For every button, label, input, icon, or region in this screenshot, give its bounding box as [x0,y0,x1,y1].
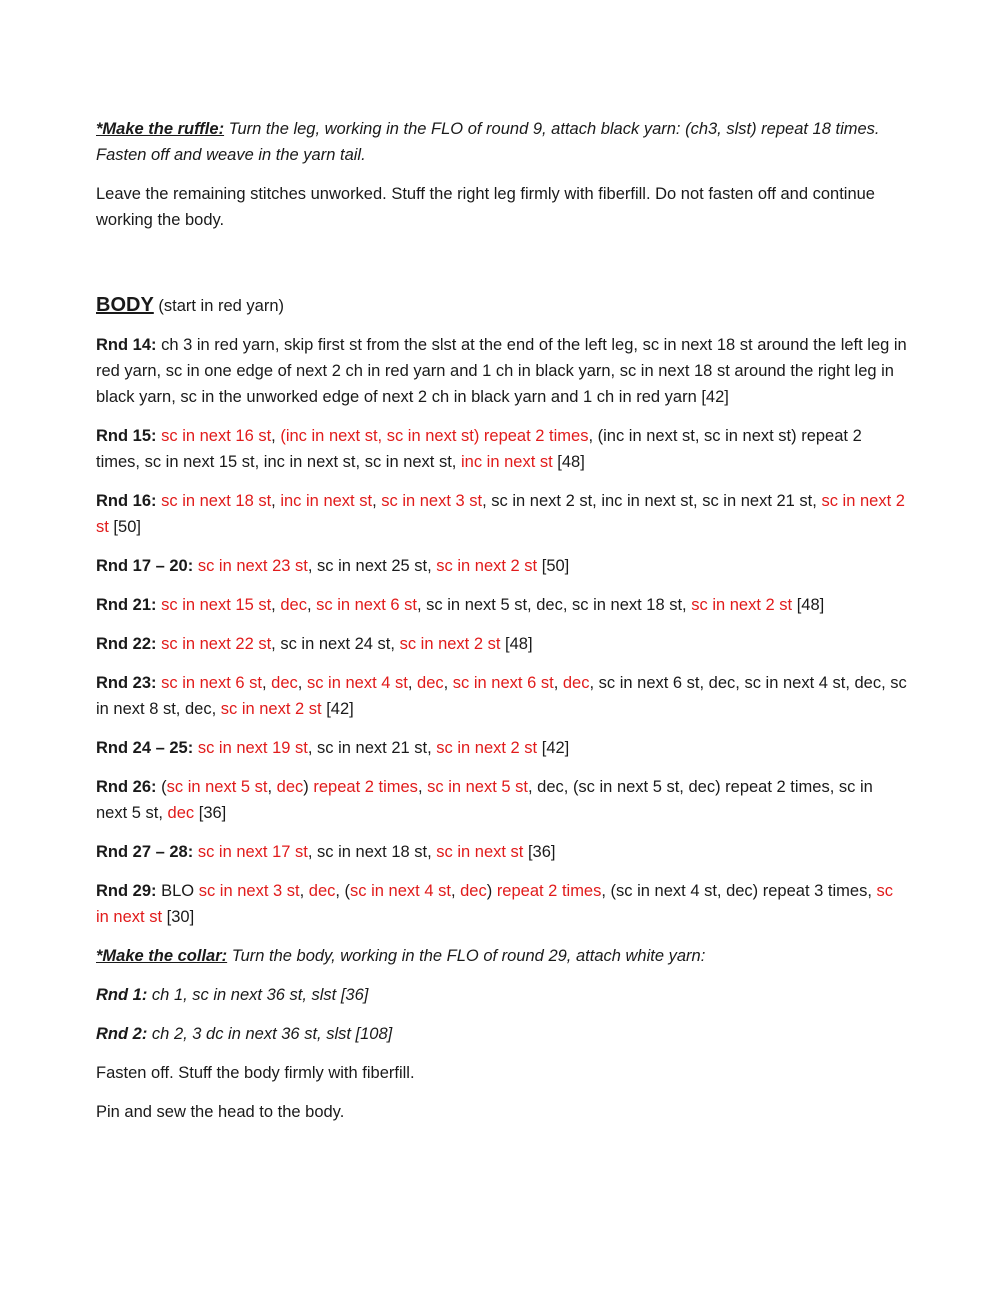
stitch-text: ( [156,778,167,796]
highlighted-stitch-text: sc in next 16 st [161,427,272,445]
stitch-text: , [267,778,277,796]
stitch-text: , sc in next 18 st, [307,843,437,861]
highlighted-stitch-text: sc in next 3 st [381,492,483,510]
body-section-subtitle: (start in red yarn) [153,297,285,315]
highlighted-stitch-text: sc in next 6 st [316,596,418,614]
highlighted-stitch-text: sc in next 2 st [96,492,905,536]
ruffle-instruction [96,116,908,168]
highlighted-stitch-text: sc in next st [96,882,893,926]
round-instruction [96,553,908,579]
highlighted-stitch-text: dec [271,674,298,692]
stitch-text: , [271,492,281,510]
collar-round-label: Rnd 2: [96,1025,148,1043]
round-label: Rnd 23: [96,674,157,692]
stitch-text: , [407,674,418,692]
stitch-text: [50] [108,518,141,536]
collar-round-1 [96,982,908,1008]
highlighted-stitch-text: sc in next 17 st [197,843,308,861]
stitch-text: [48] [552,453,585,471]
highlighted-stitch-text: inc in next st [460,453,553,471]
fasten-off-note: Fasten off. Stuff the body firmly with fiberfill. [96,1064,415,1082]
stitch-text: , (sc in next 4 st, dec) repeat 3 times, [601,882,877,900]
stitch-text: [30] [162,908,195,926]
highlighted-stitch-text: dec [280,596,307,614]
round-instruction [96,423,908,475]
stitch-text: [42] [537,739,570,757]
highlighted-stitch-text: dec [167,804,195,822]
round-instruction [96,631,908,657]
highlighted-stitch-text: repeat 2 times [313,778,418,796]
stitch-text: , sc in next 2 st, inc in next st, sc in next 21 st, [482,492,822,510]
body-section-title: BODY [96,294,154,316]
collar-text: Turn the body, working in the FLO of round 29, attach white yarn: [227,947,706,965]
highlighted-stitch-text: sc in next 19 st [197,739,308,757]
stitch-text: , sc in next 25 st, [307,557,437,575]
stitch-text: , dec, (sc in next 5 st, dec) repeat 2 times, sc in next 5 st, [96,778,873,822]
stitch-text: , [306,596,317,614]
stitch-text: ) [303,778,314,796]
round-instruction [96,839,908,865]
stitch-text: , ( [335,882,351,900]
ruffle-label: *Make the ruffle: [96,120,225,138]
stitch-text: BLO [156,882,199,900]
highlighted-stitch-text: repeat 2 times [496,882,602,900]
stitch-text: [50] [537,557,570,575]
round-label: Rnd 24 – 25: [96,739,194,757]
stitch-text: , sc in next 5 st, dec, sc in next 18 st, [417,596,692,614]
highlighted-stitch-text: sc in next 2 st [220,700,322,718]
stitch-text: , [450,882,461,900]
highlighted-stitch-text: dec [276,778,304,796]
document-page [96,116,908,1138]
round-instruction [96,774,908,826]
stitch-text: , [262,674,272,692]
highlighted-stitch-text: dec [460,882,487,900]
round-instruction [96,332,908,410]
stitch-text: , [417,778,428,796]
highlighted-stitch-text: (inc in next st, sc in next st) repeat 2 times [280,427,589,445]
collar-round-label: Rnd 1: [96,986,148,1004]
leave-stitches-note: Leave the remaining stitches unworked. Stuff the right leg firmly with fiberfill. Do not fasten off and continue working the body. [96,185,875,229]
round-label: Rnd 22: [96,635,157,653]
body-section-heading [96,292,908,319]
stitch-text: , [297,674,307,692]
highlighted-stitch-text: inc in next st [280,492,373,510]
highlighted-stitch-text: sc in next 5 st [427,778,528,796]
stitch-text: , (inc in next st, sc in next st) repeat 2 times, sc in next 15 st, inc in next st, sc in next st, [96,427,862,471]
highlighted-stitch-text: sc in next 23 st [197,557,308,575]
round-instruction [96,592,908,618]
highlighted-stitch-text: sc in next 2 st [436,739,538,757]
stitch-text: , [271,596,281,614]
highlighted-stitch-text: dec [417,674,444,692]
stitch-text: [36] [194,804,227,822]
stitch-text: , sc in next 24 st, [271,635,400,653]
stitch-text: , [443,674,453,692]
round-label: Rnd 16: [96,492,157,510]
round-instruction [96,878,908,930]
stitch-text: , [299,882,309,900]
highlighted-stitch-text: sc in next 6 st [452,674,554,692]
highlighted-stitch-text: sc in next 3 st [198,882,300,900]
stitch-text: , [553,674,563,692]
highlighted-stitch-text: sc in next 5 st [166,778,268,796]
round-instruction [96,735,908,761]
collar-round-2 [96,1021,908,1047]
stitch-text: , [271,427,281,445]
highlighted-stitch-text: sc in next 15 st [161,596,272,614]
stitch-text: [48] [792,596,825,614]
round-instruction [96,670,908,722]
stitch-text: , sc in next 21 st, [307,739,437,757]
round-label: Rnd 15: [96,427,157,445]
highlighted-stitch-text: sc in next 18 st [161,492,272,510]
collar-round-text: ch 2, 3 dc in next 36 st, slst [108] [147,1025,393,1043]
highlighted-stitch-text: sc in next st [436,843,524,861]
highlighted-stitch-text: sc in next 4 st [306,674,408,692]
highlighted-stitch-text: sc in next 2 st [399,635,501,653]
collar-instruction [96,943,908,969]
highlighted-stitch-text: sc in next 2 st [436,557,538,575]
round-label: Rnd 26: [96,778,157,796]
round-label: Rnd 14: [96,336,157,354]
highlighted-stitch-text: dec [308,882,336,900]
stitch-text: ch 3 in red yarn, skip first st from the slst at the end of the left leg, sc in next 18 st around the left leg in red yarn, sc in one edge of next 2 ch in red yarn and 1 ch in black yarn, sc in next 18 st around the right leg in black yarn, sc in the unworked edge of next 2 ch in black yarn and 1 ch in red yarn [42] [96,336,907,406]
highlighted-stitch-text: sc in next 22 st [161,635,272,653]
collar-label: *Make the collar: [96,947,228,965]
round-label: Rnd 29: [96,882,157,900]
section-gap [96,246,908,292]
round-instruction [96,488,908,540]
highlighted-stitch-text: sc in next 6 st [161,674,262,692]
ruffle-text: Turn the leg, working in the FLO of round 9, attach black yarn: (ch3, slst) repeat 18 times. Fasten off and weave in the yarn tail. [96,120,880,164]
stitch-text: [42] [321,700,354,718]
collar-round-text: ch 1, sc in next 36 st, slst [36] [147,986,369,1004]
highlighted-stitch-text: sc in next 4 st [350,882,451,900]
stitch-text: , sc in next 6 st, dec, sc in next 4 st, dec, sc in next 8 st, dec, [96,674,907,718]
sew-head-note: Pin and sew the head to the body. [96,1103,345,1121]
round-label: Rnd 17 – 20: [96,557,194,575]
highlighted-stitch-text: dec [562,674,590,692]
stitch-text: [48] [500,635,533,653]
highlighted-stitch-text: sc in next 2 st [691,596,793,614]
round-label: Rnd 27 – 28: [96,843,194,861]
round-list [96,332,908,930]
stitch-text: [36] [523,843,556,861]
stitch-text: , [372,492,382,510]
round-label: Rnd 21: [96,596,157,614]
stitch-text: ) [486,882,497,900]
